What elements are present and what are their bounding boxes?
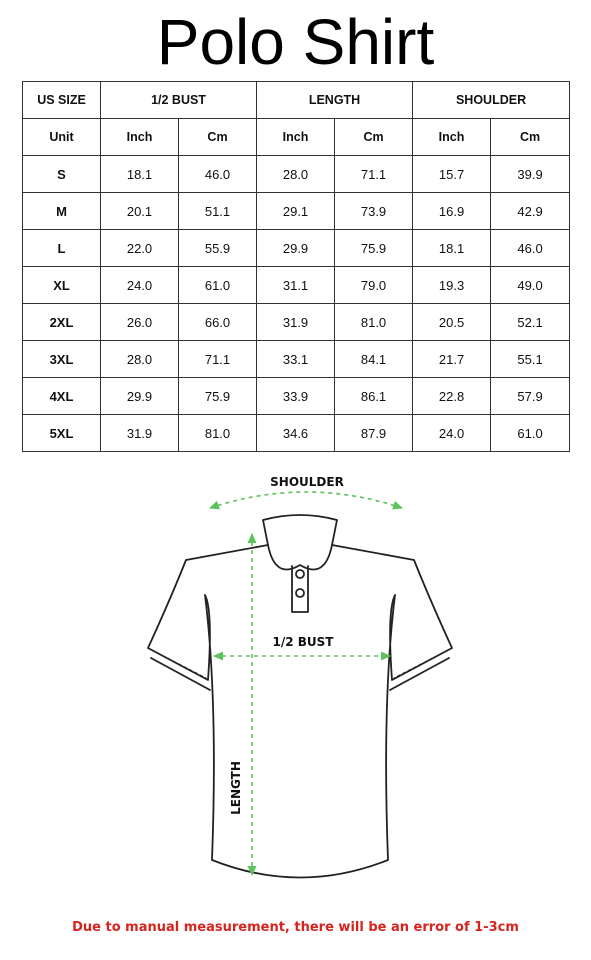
size-cell: 5XL <box>23 415 101 452</box>
header-unit-cm: Cm <box>491 119 570 156</box>
header-unit-inch: Inch <box>257 119 335 156</box>
measure-cell: 18.1 <box>413 230 491 267</box>
measure-cell: 39.9 <box>491 156 570 193</box>
measure-cell: 61.0 <box>179 267 257 304</box>
measure-cell: 79.0 <box>335 267 413 304</box>
measure-cell: 33.9 <box>257 378 335 415</box>
left-sleeve-cuff <box>151 658 210 690</box>
button-icon <box>296 589 304 597</box>
measure-cell: 71.1 <box>179 341 257 378</box>
shoulder-label: SHOULDER <box>270 475 344 489</box>
shoulder-arrow <box>210 492 402 508</box>
measure-cell: 75.9 <box>335 230 413 267</box>
measure-cell: 24.0 <box>101 267 179 304</box>
size-cell: 4XL <box>23 378 101 415</box>
measure-cell: 49.0 <box>491 267 570 304</box>
header-unit-cm: Cm <box>335 119 413 156</box>
measure-cell: 20.5 <box>413 304 491 341</box>
header-half-bust: 1/2 BUST <box>101 82 257 119</box>
measure-cell: 24.0 <box>413 415 491 452</box>
header-us-size: US SIZE <box>23 82 101 119</box>
length-label: LENGTH <box>229 761 243 815</box>
measure-cell: 22.0 <box>101 230 179 267</box>
measure-cell: 55.1 <box>491 341 570 378</box>
header-unit-cm: Cm <box>179 119 257 156</box>
bust-label: 1/2 BUST <box>272 635 334 649</box>
size-cell: XL <box>23 267 101 304</box>
size-cell: S <box>23 156 101 193</box>
measure-cell: 28.0 <box>101 341 179 378</box>
header-unit-inch: Inch <box>101 119 179 156</box>
size-cell: 3XL <box>23 341 101 378</box>
measure-cell: 19.3 <box>413 267 491 304</box>
measure-cell: 66.0 <box>179 304 257 341</box>
page-title: Polo Shirt <box>156 6 435 78</box>
header-unit: Unit <box>23 119 101 156</box>
measure-cell: 55.9 <box>179 230 257 267</box>
measure-cell: 84.1 <box>335 341 413 378</box>
measurement-disclaimer: Due to manual measurement, there will be an error of 1-3cm <box>72 920 519 935</box>
measure-cell: 71.1 <box>335 156 413 193</box>
measure-cell: 18.1 <box>101 156 179 193</box>
measure-cell: 52.1 <box>491 304 570 341</box>
measure-cell: 75.9 <box>179 378 257 415</box>
size-cell: L <box>23 230 101 267</box>
shirt-outline <box>148 515 452 878</box>
measure-cell: 61.0 <box>491 415 570 452</box>
measure-cell: 31.9 <box>257 304 335 341</box>
measure-cell: 29.9 <box>257 230 335 267</box>
collar-outline <box>263 515 337 570</box>
measure-cell: 29.1 <box>257 193 335 230</box>
measure-cell: 81.0 <box>335 304 413 341</box>
measure-cell: 28.0 <box>257 156 335 193</box>
measure-cell: 15.7 <box>413 156 491 193</box>
measure-cell: 33.1 <box>257 341 335 378</box>
measure-cell: 26.0 <box>101 304 179 341</box>
button-icon <box>296 570 304 578</box>
measure-cell: 86.1 <box>335 378 413 415</box>
measure-cell: 51.1 <box>179 193 257 230</box>
measure-cell: 42.9 <box>491 193 570 230</box>
measure-cell: 31.1 <box>257 267 335 304</box>
measure-cell: 31.9 <box>101 415 179 452</box>
measure-cell: 81.0 <box>179 415 257 452</box>
shirt-body-outline <box>148 545 452 878</box>
measure-cell: 57.9 <box>491 378 570 415</box>
measure-cell: 29.9 <box>101 378 179 415</box>
measure-cell: 46.0 <box>179 156 257 193</box>
measure-cell: 22.8 <box>413 378 491 415</box>
measure-cell: 46.0 <box>491 230 570 267</box>
header-unit-inch: Inch <box>413 119 491 156</box>
right-sleeve-cuff <box>390 658 449 690</box>
size-cell: 2XL <box>23 304 101 341</box>
measure-cell: 73.9 <box>335 193 413 230</box>
measure-cell: 20.1 <box>101 193 179 230</box>
header-shoulder: SHOULDER <box>413 82 570 119</box>
measure-cell: 21.7 <box>413 341 491 378</box>
header-length: LENGTH <box>257 82 413 119</box>
measure-cell: 87.9 <box>335 415 413 452</box>
measure-cell: 34.6 <box>257 415 335 452</box>
size-cell: M <box>23 193 101 230</box>
measure-cell: 16.9 <box>413 193 491 230</box>
